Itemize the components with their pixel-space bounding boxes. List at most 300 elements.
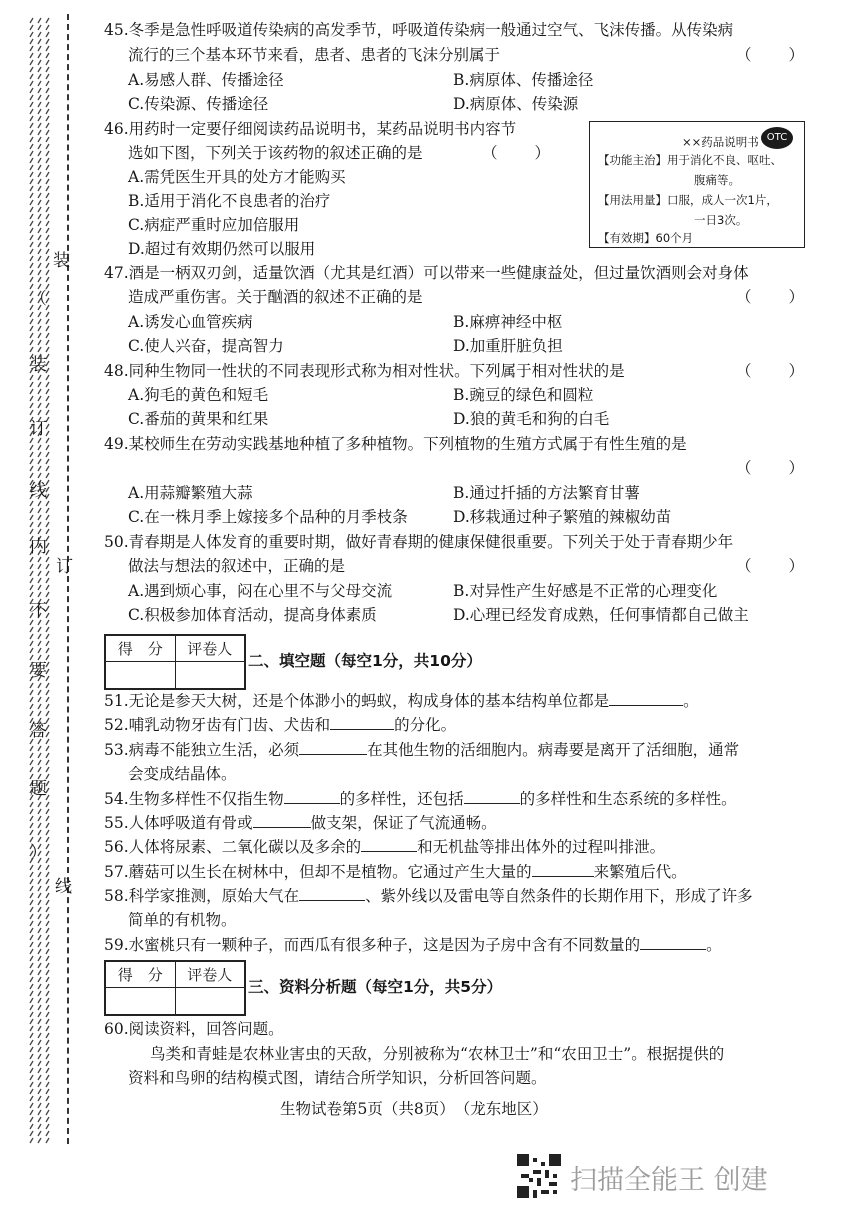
hatch-mark: [46, 648, 49, 653]
hatch-mark: [38, 312, 41, 317]
q51-end: 。: [683, 692, 699, 710]
hatch-mark: [46, 263, 49, 268]
hatch-mark: [38, 1124, 41, 1129]
hatch-mark: [46, 760, 49, 765]
hatch-mark: [38, 228, 41, 233]
hatch-mark: [46, 88, 49, 93]
hatch-mark: [30, 627, 33, 632]
q51-blank[interactable]: [609, 691, 683, 706]
drug-leaflet-title: ××药品说明书: [682, 135, 759, 149]
hatch-mark: [46, 60, 49, 65]
hatch-mark: [38, 1005, 41, 1010]
q53-text: 53.病毒不能独立生活，必须: [104, 741, 300, 759]
hatch-mark: [46, 823, 49, 828]
hatch-mark: [30, 249, 33, 254]
hatch-mark: [30, 872, 33, 877]
hatch-mark: [46, 214, 49, 219]
hatch-mark: [38, 690, 41, 695]
hatch-mark: [38, 935, 41, 940]
hatch-mark: [30, 228, 33, 233]
q48-answer-paren[interactable]: （ ）: [736, 362, 807, 380]
hatch-mark: [30, 452, 33, 457]
hatch-mark: [46, 67, 49, 72]
hatch-mark: [46, 326, 49, 331]
hatch-mark: [38, 998, 41, 1003]
drug-expiry-row: 【有效期】60个月: [598, 231, 694, 245]
hatch-mark: [46, 144, 49, 149]
hatch-mark: [30, 760, 33, 765]
q59-blank[interactable]: [640, 935, 706, 950]
hatch-mark: [30, 1089, 33, 1094]
hatch-mark: [30, 1110, 33, 1115]
hatch-mark: [46, 340, 49, 345]
hatch-mark: [46, 872, 49, 877]
hatch-mark: [38, 557, 41, 562]
margin-char-bu: 不: [30, 601, 47, 621]
hatch-mark: [46, 977, 49, 982]
q48-option-b[interactable]: B.豌豆的绿色和圆粒: [453, 386, 594, 404]
hatch-mark: [30, 25, 33, 30]
q55-end: 做支架，保证了气流通畅。: [310, 814, 497, 832]
q47-line2: 造成严重伤害。关于酗酒的叙述不正确的是: [128, 288, 423, 306]
hatch-mark: [46, 102, 49, 107]
hatch-mark: [38, 816, 41, 821]
hatch-mark: [38, 697, 41, 702]
grader-cell[interactable]: [175, 662, 245, 689]
hatch-mark: [38, 466, 41, 471]
q54-text-3: 的多样性和生态系统的多样性。: [519, 790, 737, 808]
hatch-mark: [30, 886, 33, 891]
margin-char-zhuang-1: 装: [53, 251, 70, 271]
q46-option-d[interactable]: D.超过有效期仍然可以服用: [128, 240, 316, 258]
hatch-mark: [38, 193, 41, 198]
hatch-mark: [46, 746, 49, 751]
hatch-mark: [38, 151, 41, 156]
hatch-mark: [38, 1131, 41, 1136]
score-header: 得 分: [106, 636, 176, 662]
hatch-mark: [46, 970, 49, 975]
hatch-mark: [38, 1096, 41, 1101]
q50-option-a[interactable]: A.遇到烦心事，闷在心里不与父母交流: [128, 582, 393, 600]
hatch-mark: [38, 1019, 41, 1024]
hatch-mark: [30, 704, 33, 709]
q46-option-b[interactable]: B.适用于消化不良患者的治疗: [128, 192, 331, 210]
hatch-mark: [46, 1117, 49, 1122]
hatch-mark: [38, 823, 41, 828]
hatch-mark: [46, 116, 49, 121]
hatch-mark: [46, 109, 49, 114]
hatch-mark: [30, 991, 33, 996]
hatch-mark: [30, 445, 33, 450]
hatch-mark: [38, 627, 41, 632]
hatch-mark: [30, 998, 33, 1003]
hatch-mark: [30, 67, 33, 72]
hatch-mark: [46, 641, 49, 646]
hatch-mark: [38, 522, 41, 527]
hatch-mark: [38, 137, 41, 142]
q60-para2: 资料和鸟卵的结构模式图，请结合所学知识，分析回答问题。: [128, 1069, 547, 1087]
q54-blank-2[interactable]: [464, 789, 520, 804]
hatch-mark: [46, 179, 49, 184]
hatch-mark: [38, 501, 41, 506]
hatch-mark: [38, 1089, 41, 1094]
q49-line1: 49.某校师生在劳动实践基地种植了多种植物。下列植物的生殖方式属于有性生殖的是: [104, 435, 687, 453]
hatch-mark: [38, 74, 41, 79]
hatch-mark: [38, 746, 41, 751]
hatch-mark: [46, 1026, 49, 1031]
hatch-mark: [30, 172, 33, 177]
hatch-mark: [46, 1124, 49, 1129]
hatch-mark: [38, 585, 41, 590]
q59: [104, 934, 722, 956]
section2-title: 二、填空题（每空1分，共10分）: [248, 652, 482, 670]
hatch-mark: [46, 137, 49, 142]
hatch-mark: [46, 928, 49, 933]
hatch-mark: [30, 823, 33, 828]
hatch-mark: [38, 382, 41, 387]
q59-text: 59.水蜜桃只有一颗种子，而西瓜有很多种子，这是因为子房中含有不同数量的: [104, 936, 641, 954]
hatch-mark: [30, 893, 33, 898]
q50-option-b[interactable]: B.对异性产生好感是不正常的心理变化: [453, 582, 718, 600]
hatch-mark: [46, 1040, 49, 1045]
q45-option-d[interactable]: D.病原体、传染源: [453, 95, 579, 113]
hatch-mark: [38, 830, 41, 835]
hatch-mark: [38, 1033, 41, 1038]
hatch-mark: [38, 942, 41, 947]
hatch-mark: [38, 865, 41, 870]
q54-text-2: 的多样性，还包括: [339, 790, 464, 808]
hatch-mark: [46, 942, 49, 947]
hatch-mark: [30, 382, 33, 387]
q48-option-d[interactable]: D.狼的黄毛和狗的白毛: [453, 410, 610, 428]
q57: [104, 861, 687, 883]
hatch-mark: [38, 277, 41, 282]
hatch-mark: [30, 515, 33, 520]
hatch-mark: [46, 221, 49, 226]
q55-blank[interactable]: [253, 813, 311, 828]
hatch-mark: [46, 578, 49, 583]
hatch-mark: [38, 1040, 41, 1045]
hatch-mark: [46, 1096, 49, 1101]
hatch-mark: [30, 186, 33, 191]
hatch-mark: [46, 333, 49, 338]
q45-option-c[interactable]: C.传染源、传播途径: [128, 95, 269, 113]
q46-option-c[interactable]: C.病症严重时应加倍服用: [128, 216, 300, 234]
hatch-mark: [30, 809, 33, 814]
score-table-section3: [104, 960, 246, 1016]
q47-answer-paren[interactable]: （ ）: [736, 288, 807, 306]
q46-answer-paren[interactable]: （ ）: [482, 144, 553, 162]
hatch-mark: [30, 942, 33, 947]
hatch-mark: [38, 172, 41, 177]
hatch-mark: [38, 396, 41, 401]
hatch-mark: [46, 32, 49, 37]
hatch-mark: [38, 991, 41, 996]
hatch-mark: [46, 81, 49, 86]
hatch-mark: [46, 130, 49, 135]
hatch-mark: [38, 130, 41, 135]
hatch-mark: [30, 326, 33, 331]
hatch-mark: [30, 333, 33, 338]
hatch-mark: [46, 921, 49, 926]
q58-text-2: 、紫外线以及雷电等自然条件的长期作用下，形成了许多: [365, 887, 753, 905]
hatch-mark: [46, 277, 49, 282]
hatch-mark: [30, 921, 33, 926]
hatch-mark: [30, 18, 33, 23]
hatch-mark: [46, 991, 49, 996]
hatch-mark: [38, 760, 41, 765]
hatch-mark: [38, 907, 41, 912]
hatch-mark: [38, 984, 41, 989]
score-header-2: 得 分: [106, 962, 176, 988]
q54-text: 54.生物多样性不仅指生物: [104, 790, 284, 808]
q52-blank[interactable]: [330, 715, 394, 730]
hatch-mark: [30, 235, 33, 240]
hatch-mark: [46, 25, 49, 30]
q49-option-a[interactable]: A.用蒜瓣繁殖大蒜: [128, 484, 253, 502]
hatch-mark: [30, 956, 33, 961]
hatch-mark: [38, 564, 41, 569]
hatch-mark: [30, 32, 33, 37]
q47-option-c[interactable]: C.使人兴奋，提高智力: [128, 337, 284, 355]
hatch-mark: [38, 1026, 41, 1031]
hatch-mark: [30, 1040, 33, 1045]
q54-blank-1[interactable]: [284, 789, 340, 804]
q53-line2: 会变成结晶体。: [128, 765, 237, 783]
margin-char-yao: 要: [30, 661, 47, 681]
hatch-mark: [30, 830, 33, 835]
hatch-mark: [46, 312, 49, 317]
hatch-mark: [30, 130, 33, 135]
hatch-mark: [38, 872, 41, 877]
hatch-mark: [38, 683, 41, 688]
q58: [104, 885, 753, 907]
hatch-mark: [30, 648, 33, 653]
hatch-mark: [30, 158, 33, 163]
hatch-mark: [46, 802, 49, 807]
hatch-mark: [38, 1054, 41, 1059]
scanner-watermark: 扫描全能王 创建: [570, 1165, 768, 1196]
hatch-mark: [46, 900, 49, 905]
hatch-mark: [38, 39, 41, 44]
hatch-mark: [46, 74, 49, 79]
q50-answer-paren[interactable]: （ ）: [736, 557, 807, 575]
hatch-mark: [38, 809, 41, 814]
hatch-mark: [30, 242, 33, 247]
hatch-mark: [46, 1131, 49, 1136]
q46-line1: 46.用药时一定要仔细阅读药品说明书，某药品说明书内容节: [104, 120, 517, 138]
hatch-mark: [38, 165, 41, 170]
hatch-mark: [38, 445, 41, 450]
hatch-mark: [46, 459, 49, 464]
q56-end: 和无机盐等排出体外的过程叫排泄。: [417, 838, 666, 856]
hatch-mark: [30, 522, 33, 527]
hatch-mark: [46, 18, 49, 23]
q47-option-a[interactable]: A.诱发心血管疾病: [128, 313, 253, 331]
hatch-mark: [30, 1138, 33, 1143]
q57-blank[interactable]: [532, 862, 594, 877]
hatch-mark: [30, 746, 33, 751]
q50-option-c[interactable]: C.积极参加体育活动，提高身体素质: [128, 606, 377, 624]
q58-text: 58.科学家推测，原始大气在: [104, 887, 300, 905]
hatch-mark: [38, 571, 41, 576]
hatch-mark: [38, 319, 41, 324]
margin-char-ding: 订: [56, 557, 73, 577]
hatch-mark: [46, 39, 49, 44]
hatch-mark: [46, 893, 49, 898]
hatch-mark: [38, 95, 41, 100]
hatch-mark: [30, 375, 33, 380]
hatch-mark: [38, 326, 41, 331]
hatch-mark: [30, 340, 33, 345]
hatch-mark: [30, 1096, 33, 1101]
hatch-mark: [30, 151, 33, 156]
q49-option-b[interactable]: B.通过扦插的方法繁育甘薯: [453, 484, 640, 502]
score-cell[interactable]: [106, 662, 176, 689]
margin-char-ti: 题: [30, 779, 47, 799]
hatch-mark: [38, 949, 41, 954]
hatch-mark: [46, 697, 49, 702]
hatch-mark: [30, 508, 33, 513]
q55-text: 55.人体呼吸道有骨或: [104, 814, 253, 832]
q60-heading: 60.阅读资料，回答问题。: [104, 1020, 284, 1038]
hatch-mark: [30, 963, 33, 968]
q50-line1: 50.青春期是人体发育的重要时期，做好青春期的健康保健很重要。下列关于处于青春期少年: [104, 533, 734, 551]
hatch-mark: [46, 963, 49, 968]
page-footer: 生物试卷第5页（共8页） （龙东地区）: [280, 1100, 548, 1118]
q45-option-b[interactable]: B.病原体、传播途径: [453, 71, 594, 89]
hatch-mark: [38, 67, 41, 72]
q47-line1: 47.酒是一柄双刃剑，适量饮酒（尤其是红酒）可以带来一些健康益处，但过量饮酒则会对身体: [104, 264, 749, 282]
hatch-mark: [30, 914, 33, 919]
hatch-mark: [30, 466, 33, 471]
q46-option-a[interactable]: A.需凭医生开具的处方才能购买: [128, 168, 346, 186]
hatch-mark: [38, 46, 41, 51]
hatch-mark: [38, 753, 41, 758]
hatch-mark: [46, 158, 49, 163]
qr-code-icon: [517, 1154, 561, 1198]
hatch-mark: [46, 53, 49, 58]
hatch-mark: [30, 207, 33, 212]
drug-function-row: 【功能主治】用于消化不良、呕吐、: [598, 153, 782, 167]
hatch-mark: [38, 333, 41, 338]
hatch-mark: [46, 256, 49, 261]
hatch-mark: [30, 193, 33, 198]
q49-option-c[interactable]: C.在一株月季上嫁接多个品种的月季枝条: [128, 508, 408, 526]
otc-badge: OTC: [761, 127, 793, 149]
q53-blank[interactable]: [299, 740, 367, 755]
hatch-mark: [30, 697, 33, 702]
hatch-mark: [30, 1012, 33, 1017]
hatch-mark: [38, 886, 41, 891]
hatch-mark: [30, 396, 33, 401]
hatch-mark: [38, 102, 41, 107]
hatch-mark: [38, 1117, 41, 1122]
q58-blank[interactable]: [299, 886, 365, 901]
hatch-mark: [38, 508, 41, 513]
grader-header: 评卷人: [175, 636, 245, 662]
hatch-mark: [46, 249, 49, 254]
hatch-mark: [46, 1054, 49, 1059]
q48-option-a[interactable]: A.狗毛的黄色和短毛: [128, 386, 269, 404]
hatch-mark: [30, 312, 33, 317]
margin-char-da: 答: [30, 721, 47, 741]
hatch-mark: [38, 263, 41, 268]
hatch-mark: [46, 522, 49, 527]
hatch-mark: [30, 200, 33, 205]
hatch-mark: [30, 1103, 33, 1108]
hatch-mark: [30, 1068, 33, 1073]
hatch-mark: [46, 200, 49, 205]
q45-answer-paren[interactable]: （ ）: [736, 46, 807, 64]
hatch-mark: [38, 956, 41, 961]
hatch-mark: [30, 564, 33, 569]
q46-line2: 选如下图，下列关于该药物的叙述正确的是: [128, 144, 423, 162]
q56-blank[interactable]: [361, 837, 417, 852]
hatch-mark: [46, 1082, 49, 1087]
q60-para1: 鸟类和青蛙是农林业害虫的天敌，分别被称为“农林卫士”和“农田卫士”。根据提供的: [150, 1045, 725, 1063]
hatch-mark: [38, 1103, 41, 1108]
hatch-mark: [46, 1089, 49, 1094]
hatch-mark: [30, 263, 33, 268]
hatch-mark: [46, 396, 49, 401]
q50-option-d[interactable]: D.心理已经发育成熟，任何事情都自己做主: [453, 606, 749, 624]
q49-option-d[interactable]: D.移栽通过种子繁殖的辣椒幼苗: [453, 508, 672, 526]
hatch-mark: [38, 641, 41, 646]
hatch-mark: [30, 256, 33, 261]
q47-option-d[interactable]: D.加重肝脏负担: [453, 337, 563, 355]
hatch-mark: [46, 809, 49, 814]
q57-text: 57.蘑菇可以生长在树林中，但却不是植物。它通过产生大量的: [104, 863, 532, 881]
q47-option-b[interactable]: B.麻痹神经中枢: [453, 313, 563, 331]
hatch-mark: [30, 1075, 33, 1080]
hatch-mark: [30, 984, 33, 989]
hatch-mark: [46, 704, 49, 709]
q45-option-a[interactable]: A.易感人群、传播途径: [128, 71, 284, 89]
q48-option-c[interactable]: C.番茄的黄果和红果: [128, 410, 269, 428]
hatch-mark: [46, 1075, 49, 1080]
score-cell-2[interactable]: [106, 988, 176, 1015]
hatch-mark: [46, 886, 49, 891]
margin-char-xian-2: 线: [30, 481, 47, 501]
hatch-mark: [38, 123, 41, 128]
hatch-mark: [30, 81, 33, 86]
hatch-mark: [30, 753, 33, 758]
q52: [104, 714, 456, 736]
hatch-mark: [30, 802, 33, 807]
q51-text: 51.无论是参天大树，还是个体渺小的蚂蚁，构成身体的基本结构单位都是: [104, 692, 610, 710]
hatch-mark: [46, 984, 49, 989]
hatch-mark: [46, 1103, 49, 1108]
hatch-mark: [30, 88, 33, 93]
hatch-mark: [46, 389, 49, 394]
hatch-mark: [30, 403, 33, 408]
hatch-mark: [30, 641, 33, 646]
hatch-mark: [38, 1110, 41, 1115]
q51: [104, 690, 699, 712]
grader-cell-2[interactable]: [175, 988, 245, 1015]
hatch-mark: [30, 74, 33, 79]
hatch-mark: [46, 193, 49, 198]
hatch-mark: [38, 375, 41, 380]
hatch-mark: [30, 767, 33, 772]
q49-answer-paren[interactable]: （ ）: [736, 459, 807, 477]
hatch-mark: [38, 158, 41, 163]
margin-char-xian: 线: [55, 877, 72, 897]
hatch-mark: [30, 144, 33, 149]
hatch-mark: [38, 1075, 41, 1080]
q48-line1: 48.同种生物同一性状的不同表现形式称为相对性状。下列属于相对性状的是: [104, 362, 625, 380]
